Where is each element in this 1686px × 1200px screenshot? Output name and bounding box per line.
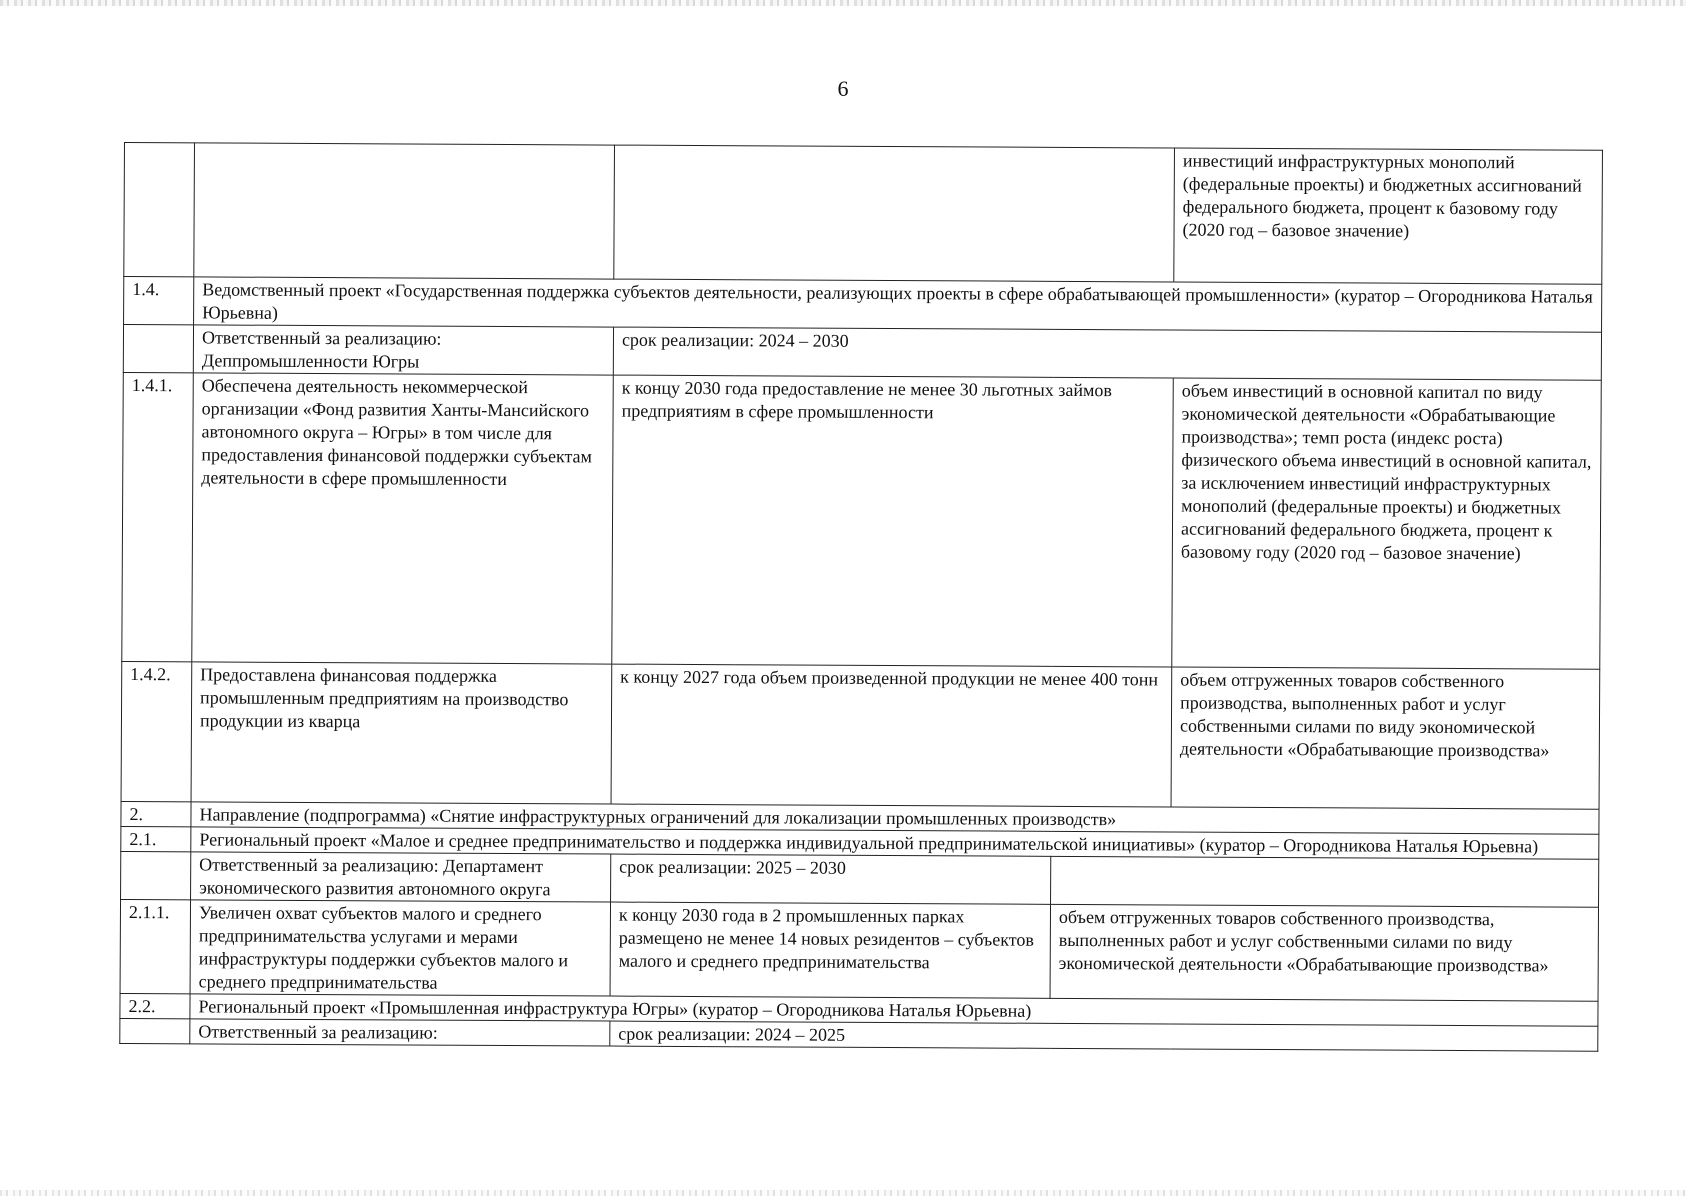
table-row-1-4: [124, 277, 1602, 333]
cell-responsible: Ответственный за реализацию: Департамент экономического развития автономного округа: [191, 852, 611, 902]
table-row-1-4-2: [121, 661, 1600, 809]
cell-direction-title: Направление (подпрограмма) «Снятие инфраструктурных ограничений для локализации промышленных производств»: [191, 802, 1599, 834]
cell-result: к концу 2030 года в 2 промышленных парках размещено не менее 14 новых резидентов – субъектов малого и среднего предпринимательства: [610, 902, 1050, 998]
cell-indicator: объем отгруженных товаров собственного производства, выполненных работ и услуг собственными силами по виду экономической деятельности «Обрабатывающие производства»: [1171, 667, 1600, 809]
cell-num: 2.1.: [121, 826, 191, 851]
cell-num: 1.4.2.: [121, 661, 192, 801]
cell-period: срок реализации: 2024 – 2030: [613, 327, 1601, 380]
cell-num: 2.1.1.: [120, 899, 190, 993]
cell-indicator: объем инвестиций в основной капитал по виду экономической деятельности «Обрабатывающие производства»; темп роста (индекс роста) физического объема инвестиций в основной капитал, за исключением инвестиций инфраструктурных монополий (федеральные проекты) и бюджетных ассигнований федерального бюджета, процент к базовому году (2020 год – базовое значение): [1172, 378, 1602, 669]
cell-result: [614, 145, 1175, 282]
cell-num: [123, 325, 193, 373]
cell-task: Предоставлена финансовая поддержка промышленным предприятиям на производство продукции из кварца: [191, 662, 612, 804]
cell-responsible: Ответственный за реализацию:: [190, 1019, 610, 1046]
table-row-2-1-1: [120, 899, 1599, 1001]
cell-period: срок реализации: 2024 – 2025: [610, 1021, 1598, 1051]
table-row-1-4-1: [122, 372, 1602, 669]
table-row-responsible-1-4: [123, 325, 1601, 381]
cell-task: Увеличен охват субъектов малого и среднего предпринимательства услугами и мерами инфраструктуры поддержки субъектов малого и среднего предпринимательства: [190, 900, 610, 996]
table-row-responsible-2-1: [121, 851, 1599, 907]
cell-num: 2.2.: [120, 993, 190, 1018]
cell-result: к концу 2030 года предоставление не менее 30 льготных займов предприятиям в сфере промышленности: [612, 375, 1174, 667]
cell-num: [124, 143, 195, 277]
cell-result: к концу 2027 года объем произведенной продукции не менее 400 тонн: [611, 664, 1172, 807]
cell-task: [194, 143, 615, 279]
table-row-continuation: [124, 143, 1603, 285]
cell-num: 1.4.1.: [122, 372, 194, 661]
document-body: [119, 142, 1602, 1052]
cell-indicator: инвестиций инфраструктурных монополий (федеральные проекты) и бюджетных ассигнований федерального бюджета, процент к базовому году (2020 год – базовое значение): [1174, 148, 1603, 284]
cell-num: 1.4.: [124, 277, 194, 325]
cell-responsible: Ответственный за реализацию: Деппромышленности Югры: [193, 325, 613, 375]
cell-project-title: Региональный проект «Промышленная инфраструктура Югры» (куратор – Огородникова Наталья Юрьевна): [190, 994, 1598, 1026]
page-number: 6: [837, 76, 849, 101]
cell-period: срок реализации: 2025 – 2030: [611, 854, 1051, 904]
cell-task: Обеспечена деятельность некоммерческой организации «Фонд развития Ханты-Мансийского автономного округа – Югры» в том числе для предоставления финансовой поддержки субъектам деятельности в сфере промышленности: [192, 373, 614, 664]
cell-empty: [1051, 856, 1599, 907]
cell-num: [121, 851, 191, 899]
cell-indicator: объем отгруженных товаров собственного производства, выполненных работ и услуг собственными силами по виду экономической деятельности «Обрабатывающие производства»: [1050, 904, 1599, 1001]
cell-num: [120, 1018, 190, 1043]
scan-edge-bottom: [0, 1190, 1686, 1196]
cell-project-title: Ведомственный проект «Государственная поддержка субъектов деятельности, реализующих проекты в сфере обрабатывающей промышленности» (куратор – Огородникова Наталья Юрьевна): [194, 277, 1602, 332]
cell-num: 2.: [121, 801, 191, 826]
scan-edge-top: [0, 0, 1686, 6]
cell-project-title: Региональный проект «Малое и среднее предпринимательство и поддержка индивидуальной предпринимательской инициативы» (куратор – Огородникова Наталья Юрьевна): [191, 827, 1599, 859]
plan-table: [119, 142, 1603, 1052]
